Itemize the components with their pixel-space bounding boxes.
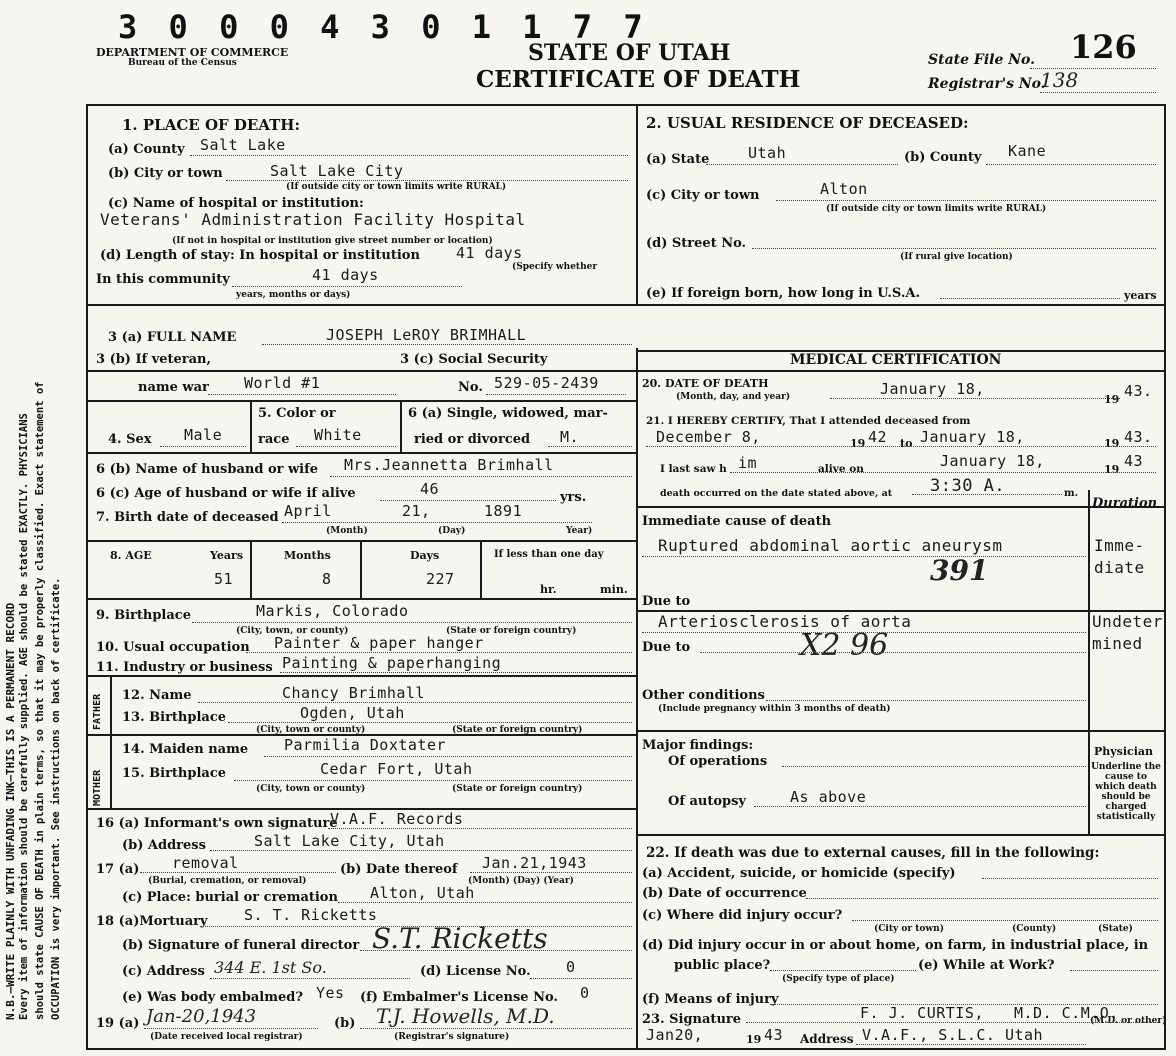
signature-address-label: Address [800, 1032, 854, 1046]
marital-value: M. [560, 428, 580, 446]
mother-note-2: (State or foreign country) [452, 784, 583, 794]
father-tag: FATHER [92, 693, 103, 730]
physician-name-value: F. J. CURTIS, [860, 1004, 984, 1022]
operations-label: Of operations [668, 754, 768, 769]
mother-birthplace-label: 15. Birthplace [122, 766, 227, 781]
occupation-line [246, 652, 632, 653]
age-months-header: Months [284, 549, 331, 562]
spouse-age-line [380, 500, 556, 501]
external-public: public place? [674, 958, 771, 973]
single-label: 6 (a) Single, widowed, mar- [408, 406, 608, 421]
burial-date-line [470, 872, 632, 873]
duration-2a: Undeter [1092, 612, 1163, 631]
war-label: name war [138, 380, 209, 395]
registrar-number-label: Registrar's No. [928, 76, 1046, 92]
age-less-day-header: If less than one day [494, 549, 604, 560]
place-hospital-label: (c) Name of hospital or institution: [108, 196, 364, 211]
place-city-note: (If outside city or town limits write RURAL) [286, 182, 507, 192]
divider-age-2 [360, 540, 362, 598]
alive-year: 43 [1124, 452, 1144, 470]
residence-rural-note: (If rural give location) [900, 252, 1013, 262]
duration-2b: mined [1092, 634, 1143, 653]
external-b: (b) Date of occurrence [642, 886, 807, 901]
race-line [296, 446, 396, 447]
full-name-label: 3 (a) FULL NAME [108, 330, 237, 345]
external-specify-note: (Specify type of place) [782, 974, 895, 984]
age-hr-label: hr. [540, 583, 557, 596]
place-county-label: (a) County [108, 142, 185, 157]
burial-date-label: (b) Date thereof [340, 862, 458, 877]
signature-address-line [856, 1044, 1086, 1045]
place-of-death-heading: 1. PLACE OF DEATH: [122, 116, 301, 134]
external-b-line [806, 898, 1158, 899]
age-min-label: min. [600, 583, 628, 596]
residence-state-line [706, 164, 898, 165]
certificate-title: CERTIFICATE OF DEATH [476, 66, 801, 93]
burial-place-value: Alton, Utah [370, 884, 475, 902]
sex-value: Male [184, 426, 223, 444]
place-community-value: 41 days [312, 266, 379, 284]
occupation-value: Painter & paper hanger [274, 634, 484, 652]
informant-line [328, 828, 632, 829]
license-line [530, 978, 632, 979]
external-a-line [982, 878, 1158, 879]
divider-parents-top [86, 675, 636, 677]
signature-line [746, 1022, 1158, 1023]
embalmer-license-label: (f) Embalmer's License No. [360, 990, 558, 1005]
war-line [208, 394, 396, 395]
autopsy-line [754, 806, 1086, 807]
license-label: (d) License No. [420, 964, 531, 979]
place-stay-value: 41 days [456, 244, 523, 262]
duration-1a: Imme- [1094, 536, 1145, 555]
race-label: race [258, 432, 290, 447]
death-year-prefix: 19 [1104, 393, 1120, 406]
department-label: DEPARTMENT OF COMMERCE [96, 46, 289, 59]
residence-heading: 2. USUAL RESIDENCE OF DECEASED: [646, 114, 969, 132]
divider-age-bottom [86, 598, 636, 600]
external-c-line [852, 920, 1158, 921]
spouse-age-yrs: yrs. [560, 490, 587, 505]
last-saw-value: im [738, 454, 758, 472]
burial-date-value: Jan.21,1943 [482, 854, 587, 872]
age-months-value: 8 [322, 570, 332, 588]
birthplace-note-1: (City, town, or county) [236, 626, 349, 636]
death-date-value: January 18, [880, 380, 985, 398]
registrar-signature: T.J. Howells, M.D. [376, 1004, 555, 1028]
father-birthplace-value: Ogden, Utah [300, 704, 405, 722]
mother-name-label: 14. Maiden name [122, 742, 249, 757]
birth-year-value: 1891 [484, 502, 523, 520]
birth-year-note: Year) [566, 526, 593, 536]
external-d: (d) Did injury occur in or about home, on farm, in industrial place, in [642, 938, 1149, 953]
attended-from-year-prefix: 19 [850, 437, 866, 450]
due-to-2-line [700, 652, 1086, 653]
external-e-line [1070, 970, 1158, 971]
mother-note-1: (City, town or county) [256, 784, 366, 794]
bureau-label: Bureau of the Census [128, 58, 237, 68]
informant-address-label: (b) Address [122, 838, 206, 853]
father-birthplace-line [228, 722, 632, 723]
informant-label: 16 (a) Informant's own signature [96, 816, 338, 831]
autopsy-value: As above [790, 788, 867, 806]
birthplace-line [192, 622, 632, 623]
birth-day-value: 21, [402, 502, 431, 520]
duration-1b: diate [1094, 558, 1145, 577]
signature-label: 23. Signature [642, 1012, 742, 1027]
last-saw-label: I last saw h [660, 463, 727, 475]
divider-top-section [86, 304, 1166, 306]
burial-date-note: (Month) (Day) (Year) [468, 876, 574, 886]
marital-line [548, 446, 632, 447]
full-name-line [262, 344, 632, 345]
attended-to-label: to [900, 437, 913, 450]
full-name-value: JOSEPH LeROY BRIMHALL [326, 326, 527, 344]
age-years-header: Years [210, 549, 244, 562]
external-heading: 22. If death was due to external causes, fill in the following: [646, 845, 1100, 861]
serial-number: 3 0 0 0 4 3 0 1 1 7 7 [118, 8, 649, 46]
external-f: (f) Means of injury [642, 992, 779, 1007]
alive-on-line [730, 472, 1156, 473]
divorced-label: ried or divorced [414, 432, 531, 447]
divider-place-residence [636, 104, 638, 306]
divider-sex [86, 452, 636, 454]
war-value: World #1 [244, 374, 321, 392]
occurred-label: death occurred on the date stated above, at [660, 488, 893, 499]
contributory-cause-value: Arteriosclerosis of aorta [658, 612, 912, 631]
funeral-director-line [360, 950, 632, 951]
death-date-line [830, 398, 1120, 399]
place-city-label: (b) City or town [108, 166, 223, 181]
sex-label: 4. Sex [108, 432, 152, 447]
death-year-value: 43. [1124, 382, 1153, 400]
cause-code-1: 391 [930, 554, 989, 587]
residence-city-note: (If outside city or town limits write RURAL) [826, 204, 1047, 214]
signature-year-prefix: 19 [746, 1033, 762, 1046]
residence-years-label: years [1124, 289, 1157, 302]
burial-note: (Burial, cremation, or removal) [148, 876, 307, 886]
physician-title-value: M.D. C.M.O. [1014, 1004, 1119, 1022]
sidebar-permanent-record: N.B.—WRITE PLAINLY WITH UNFADING INK—THIS IS A PERMANENT RECORD [4, 602, 17, 1020]
physician-title-note: (M.D. or other) [1090, 1016, 1167, 1026]
state-file-label: State File No. [928, 52, 1036, 68]
frame-bottom [86, 1048, 1166, 1050]
frame-top [86, 104, 1166, 106]
place-ymd-note: years, months or days) [236, 290, 351, 300]
attended-to-value: January 18, [920, 428, 1025, 446]
state-file-number: 126 [1070, 28, 1137, 66]
place-hospital-note: (If not in hospital or institution give street number or location) [172, 236, 493, 246]
divider-parent-tag [110, 675, 112, 810]
industry-value: Painting & paperhanging [282, 654, 502, 672]
birth-date-line [282, 522, 592, 523]
autopsy-label: Of autopsy [668, 794, 746, 809]
divider-main-column [636, 348, 638, 1048]
occupation-label: 10. Usual occupation [96, 640, 250, 655]
place-city-line [226, 180, 628, 181]
burial-value: removal [172, 854, 239, 872]
social-security-line [486, 394, 626, 395]
registrar-signature-line [360, 1028, 632, 1029]
residence-state-label: (a) State [646, 152, 710, 167]
mortuary-label: 18 (a)Mortuary [96, 914, 208, 929]
place-hospital-value: Veterans' Administration Facility Hospital [100, 210, 526, 229]
industry-line [280, 672, 632, 673]
mortuary-address-label: (c) Address [122, 964, 205, 979]
burial-place-line [338, 902, 632, 903]
age-years-value: 51 [214, 570, 234, 588]
filed-date-value: Jan-20,1943 [146, 1006, 257, 1027]
residence-street-line [752, 248, 1156, 249]
cause-code-2: X2 96 [800, 628, 889, 663]
residence-city-line [776, 200, 1156, 201]
alive-on-label: alive on [818, 463, 864, 475]
embalmed-label: (e) Was body embalmed? [122, 990, 303, 1005]
external-county-note: (County) [1012, 924, 1057, 934]
sidebar-instructions-2: should state CAUSE OF DEATH in plain terms, so that it may be properly classified. Exact statement of [34, 381, 46, 1020]
immediate-cause-label: Immediate cause of death [642, 514, 832, 529]
license-value: 0 [566, 958, 576, 976]
external-c: (c) Where did injury occur? [642, 908, 843, 923]
major-findings-label: Major findings: [642, 738, 754, 753]
death-time-value: 3:30 A. [930, 476, 1006, 496]
mother-name-value: Parmilia Doxtater [284, 736, 447, 754]
father-name-line [198, 702, 632, 703]
spouse-line [330, 476, 632, 477]
informant-address-value: Salt Lake City, Utah [254, 832, 445, 850]
residence-city-value: Alton [820, 180, 868, 198]
external-state-note: (State) [1098, 924, 1133, 934]
immediate-cause-value: Ruptured abdominal aortic aneurysm [658, 536, 1003, 555]
place-county-line [190, 155, 628, 156]
birth-day-note: (Day) [438, 526, 466, 536]
spouse-age-label: 6 (c) Age of husband or wife if alive [96, 486, 356, 501]
operations-line [782, 766, 1086, 767]
filed-date-note: (Date received local registrar) [150, 1032, 303, 1042]
sex-line [160, 446, 246, 447]
sidebar-instructions-1: Every item of information should be carefully supplied. AGE should be stated EXACTLY. PHYSICIANS [18, 413, 30, 1020]
funeral-director-label: (b) Signature of funeral director [122, 938, 360, 953]
divider-color-marital [400, 400, 402, 452]
divider-sex-color [250, 400, 252, 452]
place-stay-label: (d) Length of stay: In hospital or institution [100, 248, 420, 263]
physician-header: Physician [1094, 745, 1154, 758]
external-public-line [770, 970, 916, 971]
physician-note: Underline the cause to which death should be charged statistically [1091, 762, 1161, 822]
mother-tag: MOTHER [92, 769, 103, 806]
attended-to-year: 43. [1124, 428, 1153, 446]
other-conditions-label: Other conditions [642, 688, 765, 703]
signature-date-value: Jan20, [646, 1026, 704, 1044]
residence-foreign-line [940, 298, 1120, 299]
residence-county-value: Kane [1008, 142, 1047, 160]
other-conditions-note: (Include pregnancy within 3 months of death) [658, 704, 891, 714]
informant-value: V.A.F. Records [330, 810, 464, 828]
divider-external [636, 834, 1166, 836]
sidebar-instructions-3: OCCUPATION is very important. See instructions on back of certificate. [50, 577, 62, 1020]
external-city-note: (City or town) [874, 924, 944, 934]
other-conditions-line [766, 700, 1086, 701]
alive-year-prefix: 19 [1104, 463, 1120, 476]
registrar-signature-note: (Registrar's signature) [394, 1032, 510, 1042]
frame-right [1164, 104, 1166, 1050]
burial-line [140, 872, 336, 873]
residence-county-line [986, 164, 1156, 165]
age-label: 8. AGE [110, 549, 152, 562]
death-time-line [912, 494, 1062, 495]
signature-year-value: 43 [764, 1026, 784, 1044]
frame-left [86, 104, 88, 1050]
residence-city-label: (c) City or town [646, 188, 760, 203]
registrar-number: 138 [1040, 68, 1079, 92]
father-name-label: 12. Name [122, 688, 192, 703]
divider-name [86, 370, 636, 372]
birth-month-value: April [284, 502, 332, 520]
attended-from-value: December 8, [656, 428, 761, 446]
social-security-value: 529-05-2439 [494, 374, 599, 392]
father-birthplace-label: 13. Birthplace [122, 710, 227, 725]
burial-label: 17 (a) [96, 862, 140, 877]
age-days-value: 227 [426, 570, 455, 588]
father-note-2: (State or foreign country) [452, 725, 583, 735]
color-label: 5. Color or [258, 406, 336, 421]
mother-birthplace-value: Cedar Fort, Utah [320, 760, 473, 778]
signature-address-value: V.A.F., S.L.C. Utah [862, 1026, 1044, 1044]
place-community-label: In this community [96, 272, 230, 287]
place-specify-note: (Specify whether [512, 262, 598, 272]
social-security-label: 3 (c) Social Security [400, 352, 548, 367]
due-to-2-label: Due to [642, 640, 691, 655]
external-a: (a) Accident, suicide, or homicide (specify) [642, 866, 956, 881]
alive-on-value: January 18, [940, 452, 1045, 470]
death-date-note: (Month, day, and year) [676, 392, 791, 402]
divider-age-1 [250, 540, 252, 598]
divider-age-3 [480, 540, 482, 598]
burial-place-label: (c) Place: burial or cremation [122, 890, 338, 905]
residence-foreign-label: (e) If foreign born, how long in U.S.A. [646, 286, 920, 301]
father-name-value: Chancy Brimhall [282, 684, 425, 702]
industry-label: 11. Industry or business [96, 660, 273, 675]
external-e: (e) While at Work? [918, 958, 1055, 973]
divider-duration-head [636, 506, 1166, 508]
residence-state-value: Utah [748, 144, 787, 162]
state-title: STATE OF UTAH [528, 40, 731, 66]
certify-label: 21. I HEREBY CERTIFY, That I attended deceased from [646, 415, 971, 427]
residence-county-label: (b) County [904, 150, 982, 165]
embalmer-license-value: 0 [580, 984, 590, 1002]
residence-street-label: (d) Street No. [646, 236, 747, 251]
attended-from-year: 42 [868, 428, 888, 446]
registrar-number-line [1040, 92, 1156, 93]
spouse-value: Mrs.Jeannetta Brimhall [344, 456, 554, 474]
registrar-label: (b) [334, 1016, 356, 1031]
funeral-director-signature: S.T. Ricketts [372, 922, 548, 955]
embalmed-value: Yes [316, 984, 345, 1002]
birthplace-note-2: (State or foreign country) [446, 626, 577, 636]
mortuary-address-line [210, 978, 410, 979]
father-note-1: (City, town or county) [256, 725, 366, 735]
birthplace-value: Markis, Colorado [256, 602, 409, 620]
veteran-label: 3 (b) If veteran, [96, 352, 212, 367]
mother-birthplace-line [234, 780, 632, 781]
filed-label: 19 (a) [96, 1016, 140, 1031]
filed-date-line [144, 1028, 318, 1029]
place-community-line [232, 286, 462, 287]
divider-medical-sub [636, 370, 1166, 372]
social-security-no-label: No. [458, 380, 483, 395]
birth-month-note: (Month) [326, 526, 368, 536]
divider-veteran [86, 400, 636, 402]
informant-address-line [210, 850, 632, 851]
mortuary-address-value: 344 E. 1st So. [214, 958, 327, 977]
birthplace-label: 9. Birthplace [96, 608, 191, 623]
death-time-m: m. [1064, 488, 1079, 499]
spouse-age-value: 46 [420, 480, 440, 498]
divider-other [636, 730, 1166, 732]
immediate-cause-line [642, 556, 1086, 557]
place-city-value: Salt Lake City [270, 162, 404, 180]
birth-date-label: 7. Birth date of deceased [96, 510, 279, 525]
duration-header: Duration [1092, 496, 1158, 511]
mortuary-value: S. T. Ricketts [244, 906, 378, 924]
attended-to-year-prefix: 19 [1104, 437, 1120, 450]
medical-heading: MEDICAL CERTIFICATION [790, 352, 1002, 368]
spouse-label: 6 (b) Name of husband or wife [96, 462, 318, 477]
race-value: White [314, 426, 362, 444]
attended-line [646, 446, 1156, 447]
due-to-1-label: Due to [642, 594, 691, 609]
place-county-value: Salt Lake [200, 136, 286, 154]
death-date-label: 20. DATE OF DEATH [642, 377, 769, 390]
age-days-header: Days [410, 549, 440, 562]
mother-name-line [264, 756, 632, 757]
